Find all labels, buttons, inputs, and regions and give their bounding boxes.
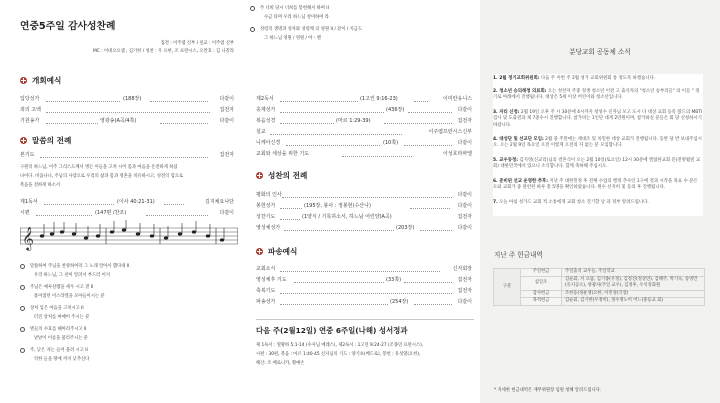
psalm-music-staff [20,219,238,251]
notice-item: 4. 대성단 및 선교단 모임: 2월 중 주말에는 제대조 및 치밀한 대상 교회가 진행됩니다. 동반 당 반 보내주십시오. 오는 2월 9일 목요일 오전 이렇게 오전의 자 없는 분 모임합니다. [493,137,702,149]
bulletin-page: 연중5주일 감사성찬례 집전 : 이주엽 신부 / 설교 : 이주엽 신부 MC : 이대오요셉 , 김기한 / 성찬 : 우 요한, 조 프란시스, 오만호 : 김 니꼴라 개회예식 입당성가 (188장) 다같이 죄의 고백 집전자 기원송가 영광송(A곡/4쪽) 다같이 말씀의 전례 본기도 집전자 구원의 하느님, 이주 그리스도께서 병든 이들을 고쳐 시어 몸과 마음을 온전하게 하셨 나이다. 비옵나니, 주님의 사랑으로 우리의 삶과 몸과 영혼을 치유하시고, 성전의 힘으로 복음을 전하게 하소서 제1독서 (이사 40:21-31) 김지채요나단 시편 (147편 /찬조) 다같이 𝄞 말씀하여 주님을 찬양하여라 그 노래 알아서 했다네 II 우리 하느님, 그 찬미 알려서 부드러 어지 주님은 예루살렘을 세우 시고 곁 II 흩어졌던 이스라엘을 모아들이시는 분 상처 입은 마음을 고치시고 II 터진 상처를 싸매어 주시는 분 별들의 수효를 헤아려주시고 II 낱낱이 이름을 불러주시는 분 주, 낮은 자는 들어 올려 시고 II 악한 들을 땅에 까지 낮추신다 주 너희 당시 너희를 봉헌해서 하며 II 수금 타며 우리 하느님 찬미하여 라 성령의 생명과 성자와 성령께 더 영원 II / 같이 / 지금도 그 하느님 영원 / 영원 / 아 - 멘 제2독서 (1고린 9:16-23) 이미란유니스 층계성가 (436장) 다같이 복음성경 (마르 1:29-39) 집전자 설교 이주엽프란시스신부 니케아신경 (10쪽) 다같이 교회와 세상을 위한 기도 이성호라파엘 성찬의 전례 평화의 인사 다같이 봉헌성가 (195장, 봉사 : 정봉현(수산나) 다같이 성찬기도 (1양식 / 기록하소서, 하느님 어린양(A곡) 집전자 영성체성가 (203장) 다같이 파송예식 교회소식 신자회장 영성체후 기도 (33쪽) 집전자 축복기도 집전자 파송성가 (254장) 다같이 다음 주(2월12일) 연중 6주일(나해) 성서정과 제 1독서 : 열왕하 5:1-14 (수사님 예레스), 제2독서 : 1고린 9:24-27 (조종연 프란시스), 시편 : 30편, 복음 : 마르 1:40-45 신자님의 기도 : 양기초(베드로), 봉헌 : 유성열(요한), 해산: 조 베로니카, 활애손 분당교회 공동체 소식 1. 2월 정기교회위원회: 다음 주 이번 주 2월 성가 교회위원회 통 정도록 하겠습니다. 2. 청소년 승의례청 의료회: 오는 성찬자 주중 정생 청소년 이전 고 출석자의 "청소년 승부리들" 의 이들 " 정기로 아래에서 진행됩니다. 대상은 5세 이상 어린이와 청소년입니다. 3. 자티 신청: 2월 19일 오후 주 시 30분에 4시까지 청성수 신자님 모고 도시 다 대상 교회 등록 맑드의 MBTI 검사 및 도출결과 제 7중수시 진행합니다. 참가비는 1인단 대게 2만원이며, 참가하실 분들은 회 당 신청하시기 바랍니다. 4. 대성단 및 선교단 모임: 2월 중 주말에는 제대조 및 치밀한 대상 교회가 진행됩니다. 동반 당 반 보내주십시오. 오는 2월 9일 목요일 오전 이렇게 오전의 자 없는 분 모임합니다. 5. 교우동정: 김지영(신교리)님의 결혼식이 오는 2월 10일(토요일) 12시 30분에 엘림한교회 문(전병월빌 교회) 대한민국에서 있으니 소식합니다. 함께 축하해 주십시오. 6. 준비된 선교 운영한 추후: 지난 주 대한민정 후 전체 수업의 행정 추수인 1구에 결과 시작을 목표 수 분은 도와 교회가 중 관련된 하루 총 5명을 확인하였습니다. 원수 선지히 및 동의 후 진행됩니다. 7. 오늘 아침 성가드 교회 적 소통에게 교회 청소 진기할 날 과 정부 알려드립니다. 지난 주 헌금내역 구분 주일헌금 주일출석 교우들, 주일학교 십일조 김순회, 서 으뜸, 김기종(우정), 김정진(정상연), 김해주, 박기숙, 송영만(유지공소), 양광자(주일 교우), 김정후, 우석정화원 감사헌금 조한웅(경운생)요한, 이민경(국장) 목적헌금 김순회, 김기한(우정비), 정수정노이 어느(중등교 회) * 지세한 헌금내역은 재무위원장 임원 청해 알려드립니다. [0,0,720,403]
officiants-line-2: MC : 이대오요셉 , 김기한 / 성찬 : 우 요한, 조 프란시스, 오만호 : 김 니꼴라 [93,49,234,54]
notice-box [493,74,703,216]
notice-item: 7. 오늘 아침 성가드 교회 적 소통에게 교회 청소 진기할 날 과 정부 알려드립니다. [493,200,649,205]
collect-line: 구원의 하느님, 이주 그리스도께서 병든 이들을 고쳐 시어 몸과 마음을 온전하게 하셨 [20,165,178,170]
notice-item: 1. 2월 정기교회위원회: 다음 주 이번 주 2월 성가 교회위원회 통 정도록 하겠습니다. [493,76,656,81]
next-week-line: 해산: 조 베로니카, 활애손 [256,361,305,366]
hymn-continued-line: 주 너희 당시 너희를 봉헌해서 하며 II [260,6,329,11]
offering-group-cell: 구분 [494,269,521,306]
offering-category: 감사헌금 [521,290,562,298]
service-title: 연중5주일 감사성찬례 [20,21,116,32]
collect-line: 나이다. 비옵나니, 주님의 사랑으로 우리의 삶과 몸과 영혼을 치유하시고, 성전의 힘으로 [20,174,184,179]
news-title: 분당교회 공동체 소식 [569,48,631,56]
verse-circle-icon [250,6,255,11]
cross-icon [256,172,263,179]
svg-text:𝄞: 𝄞 [22,226,34,250]
verse-circle-icon [250,27,255,32]
verse-circle-icon [20,306,25,311]
next-week-line: 제 1독서 : 열왕하 5:1-14 (수사님 예레스), 제2독서 : 1고린 9:24-27 (조종연 프란시스), [256,343,424,348]
table-row [494,269,705,277]
divider [256,319,474,320]
offering-table [493,268,705,306]
section-title-eucharist: 성찬의 전례 [268,171,308,180]
verse-circle-icon [20,285,25,290]
parish-news-column [480,0,720,403]
offering-footnote: * 지세한 헌금내역은 재무위원장 임원 청해 알려드립니다. [494,388,602,393]
offering-title: 지난 주 헌금내역 [494,251,543,259]
notice-item: 2. 청소년 승의례청 의료회: 오는 성찬자 주중 정생 청소년 이전 고 출석자의 "청소년 승부리들" 의 이들 " 정기로 아래에서 진행됩니다. 대상은 5세 이상 어린이와 청소년입니다. [493,89,700,101]
hymn-continued-line: 수금 타며 우리 하느님 찬미하여 라 [264,15,329,20]
section-title-dismissal: 파송예식 [268,247,298,256]
section-title-word: 말씀의 전례 [32,136,72,145]
section-title-gathering: 개회예식 [32,76,62,85]
verse-circle-icon [20,348,25,353]
cross-icon [20,77,27,84]
table-row [494,298,705,306]
verse-circle-icon [20,327,25,332]
verse-circle-icon [20,264,25,269]
notice-item: 5. 교우동정: 김지영(신교리)님의 결혼식이 오는 2월 10일(토요일) 12시 30분에 엘림한교회 문(전병월빌 교회) 대한민국에서 있으니 소식합니다. 함께 축하해 주십시오. [493,158,701,170]
offering-category: 목적헌금 [521,298,562,306]
hymn-continued-line: 성령의 생명과 성자와 성령께 더 영원 II / 같이 / 지금도 [260,27,363,32]
next-week-line: 시편 : 30편, 복음 : 마르 1:40-45 신자님의 기도 : 양기초(베드로), 봉헌 : 유성열(요한), [256,352,421,357]
notice-item: 3. 자티 신청: 2월 19일 오후 주 시 30분에 4시까지 청성수 신자님 모고 도시 다 대상 교회 등록 맑드의 MBTI 검사 및 도출결과 제 7중수시 진행합니다. 참가비는 1인단 대게 2만원이며, 참가하실 분들은 회 당 신청하시기 바랍니다. [493,110,703,128]
table-row [494,290,705,298]
officiants-line-1: 집전 : 이주엽 신부 / 설교 : 이주엽 신부 [160,41,234,46]
next-week-title: 다음 주(2월12일) 연중 6주일(나해) 성서정과 [256,326,408,335]
offering-category: 주일헌금 [521,269,562,277]
collect-line: 복음을 전하게 하소서 [20,183,61,188]
cross-icon [20,137,27,144]
notice-item: 6. 준비된 선교 운영한 추후: 지난 주 대한민정 후 전체 수업의 행정 추수인 1구에 결과 시작을 목표 수 분은 도와 교회가 중 관련된 하루 총 5명을 확인하였습니다. 원수 선지히 및 동의 후 진행됩니다. [493,179,698,191]
offering-names: 김순회, 김기한(우정비), 정수정노이 어느(중등교 회) [562,298,705,306]
cross-icon [256,248,263,255]
offering-names: 주일출석 교우들, 주일학교 [562,269,705,277]
offering-names: 김순회, 서 으뜸, 김기종(우정), 김정진(정상연), 김해주, 박기숙, 송영만(유지공소), 양광자(주일 교우), 김정후, 우석정화원 [562,276,705,290]
offering-category: 십일조 [521,276,562,290]
hymn-continued-line: 그 하느님 영원 / 영원 / 아 - 멘 [264,36,321,41]
offering-names: 조한웅(경운생)요한, 이민경(국장) [562,290,705,298]
